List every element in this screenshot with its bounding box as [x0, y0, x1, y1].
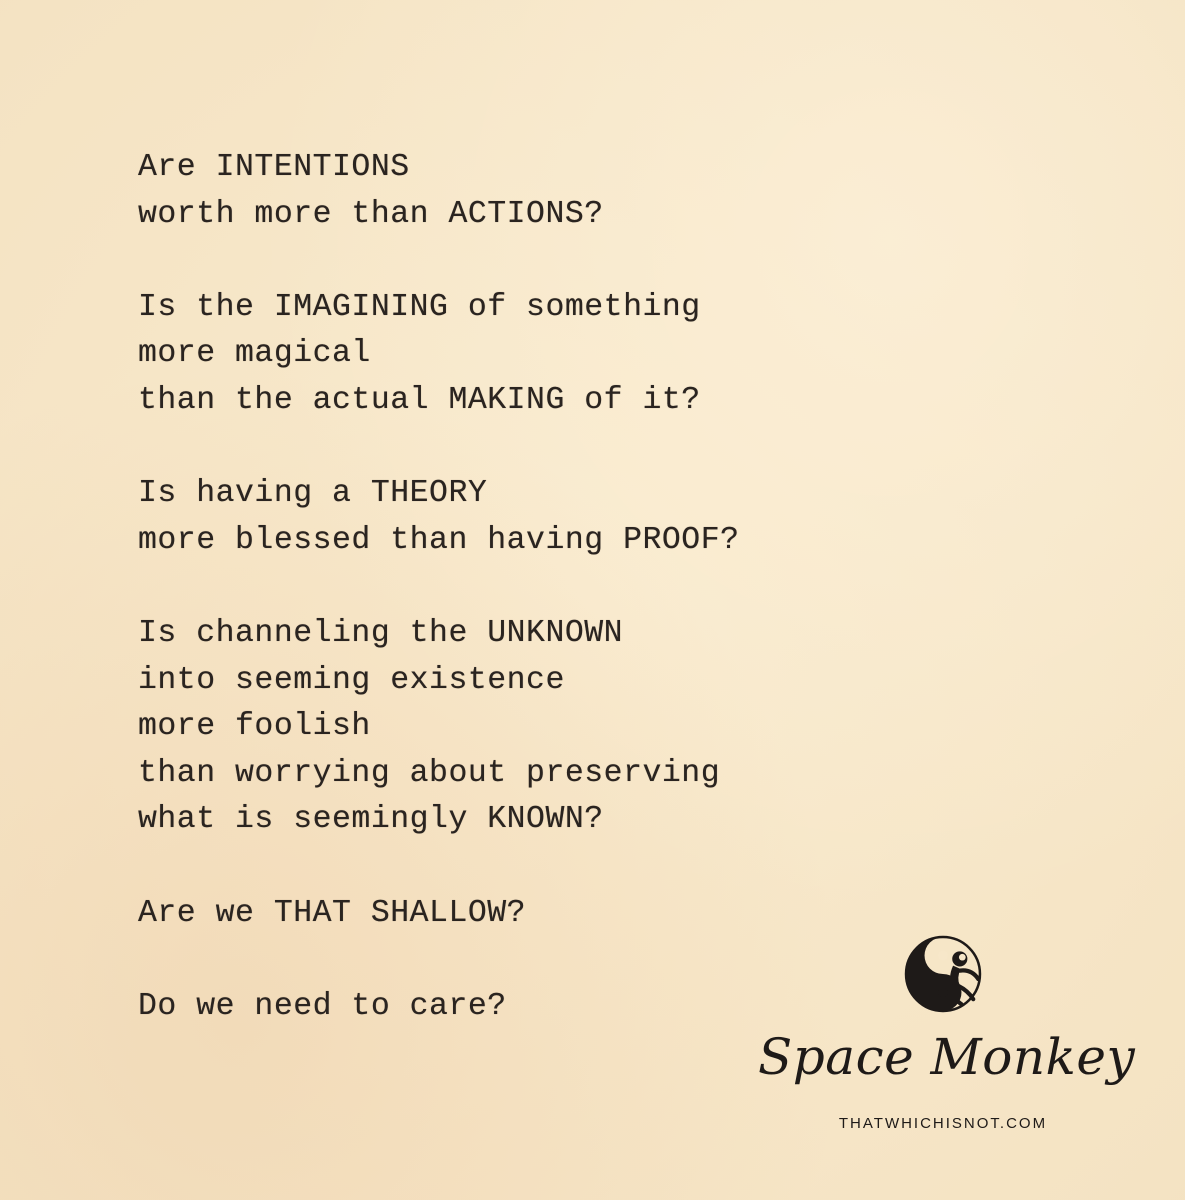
poem-line: Are INTENTIONS [138, 150, 410, 185]
stanza [138, 891, 898, 938]
poem-line: more foolish [138, 709, 371, 745]
brand-name: Space Monkey [758, 1028, 1136, 1086]
monkey-yin-yang-icon [901, 932, 985, 1016]
poem-line: Do we need to care? [138, 988, 507, 1024]
stanza [138, 611, 898, 844]
poem-line: Is channeling the UNKNOWN [138, 615, 624, 651]
poem-line: worth more than ACTIONS? [138, 196, 604, 232]
poem-line: Is the IMAGINING of something [138, 289, 701, 325]
brand-logo [758, 932, 1136, 1142]
poem-line: into seeming existence [138, 662, 565, 698]
brand-url: THATWHICHISNOT.COM [838, 1115, 1048, 1132]
stanza [138, 145, 898, 238]
poem-line: what is seemingly KNOWN? [138, 802, 604, 838]
stanza [138, 285, 898, 425]
stanza [138, 471, 898, 564]
poem-line: than worrying about preserving [138, 755, 721, 791]
poem-line: more blessed than having PROOF? [138, 522, 740, 558]
poem-line: Is having a THEORY [138, 476, 488, 512]
poem-line: more magical [138, 336, 371, 372]
poem-line: Are we THAT SHALLOW? [138, 895, 527, 931]
poem-line: than the actual MAKING of it? [138, 382, 701, 418]
